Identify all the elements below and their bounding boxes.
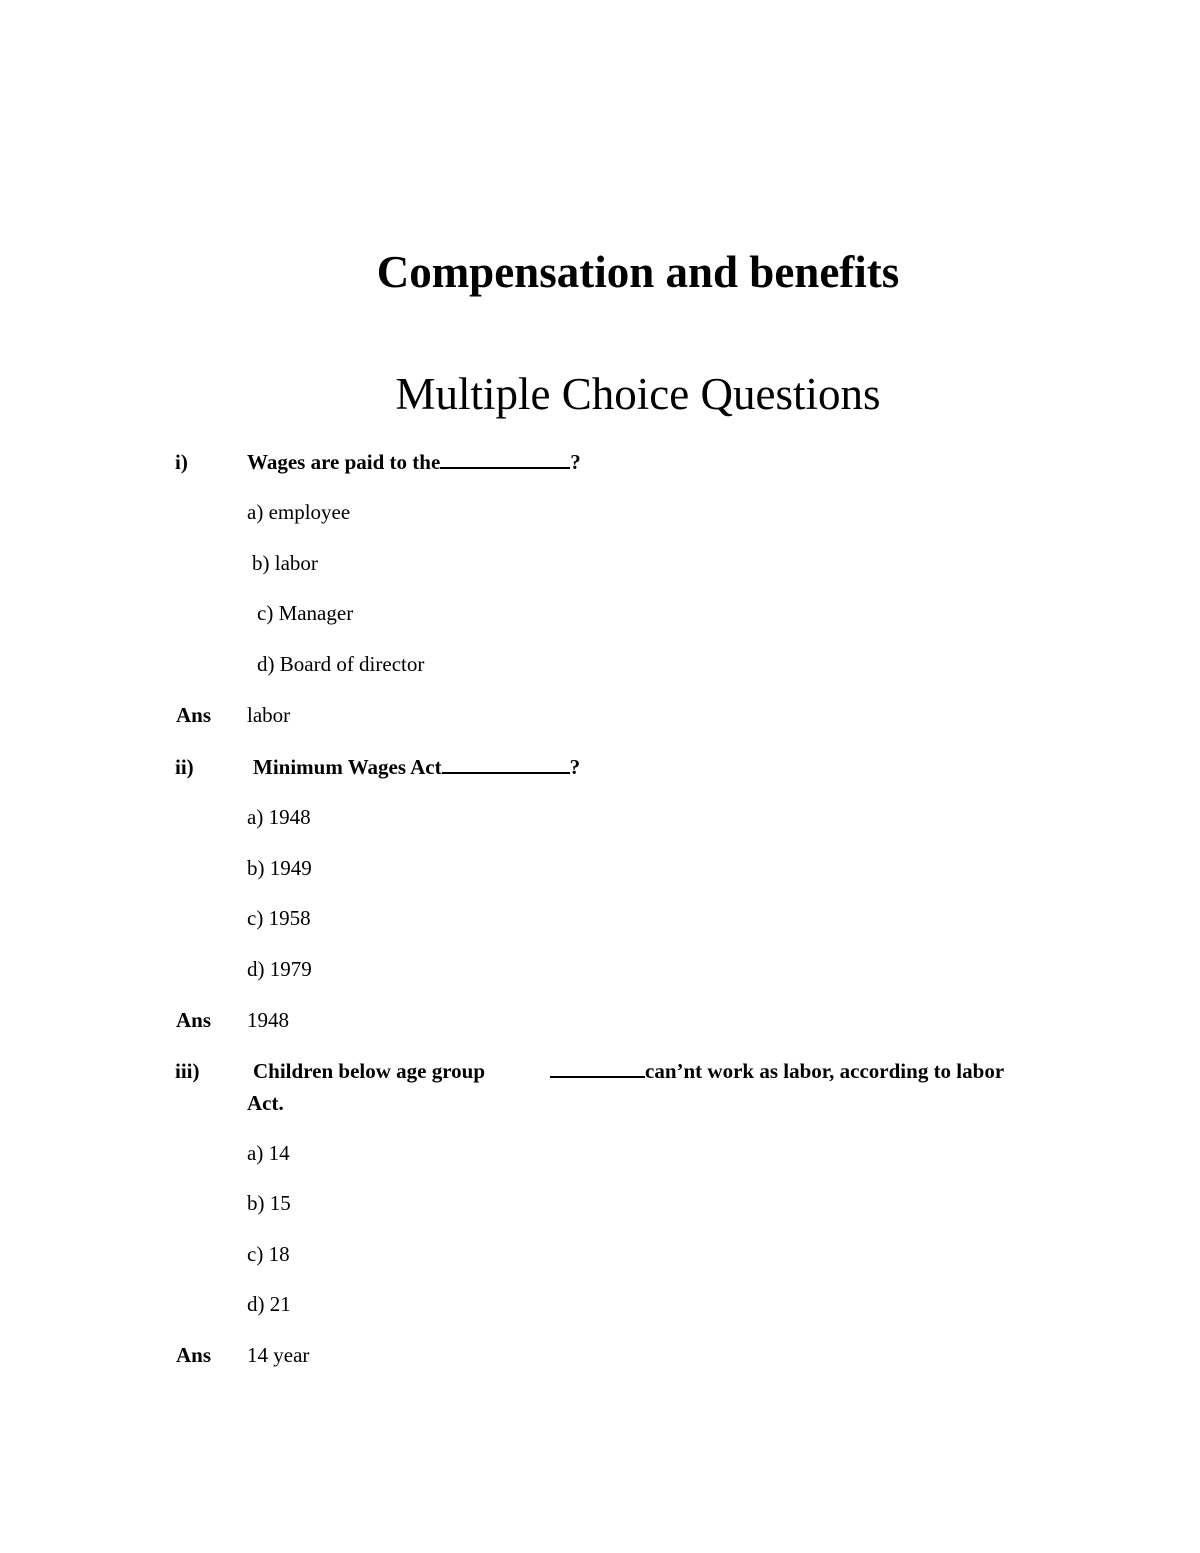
question-stem-text: Minimum Wages Act — [253, 755, 442, 779]
question-number: i) — [175, 450, 188, 474]
question-stem-end: ? — [570, 450, 581, 474]
document-title: Compensation and benefits — [376, 247, 900, 297]
question-number: ii) — [175, 755, 194, 779]
option-b: b) labor — [252, 551, 318, 575]
answer-blank — [550, 1058, 645, 1078]
answer-value: 1948 — [247, 1008, 289, 1032]
question-stem-end: ? — [569, 755, 581, 779]
answer-value: labor — [247, 703, 291, 727]
option-d: d) 1979 — [247, 957, 312, 981]
document-subtitle: Multiple Choice Questions — [395, 369, 881, 419]
answer-label: Ans — [176, 1343, 212, 1367]
question-stem — [247, 449, 581, 475]
question-stem — [550, 1058, 1004, 1084]
answer-value: 14 year — [247, 1343, 310, 1367]
answer-label: Ans — [176, 1008, 212, 1032]
option-d: d) Board of director — [257, 652, 425, 676]
option-c: c) 1958 — [247, 906, 311, 930]
question-number: iii) — [175, 1059, 200, 1083]
question-stem-after-blank: can’nt work as labor, according to labor — [645, 1059, 1005, 1083]
option-c: c) Manager — [257, 601, 354, 625]
option-a: a) employee — [247, 500, 351, 524]
option-d: d) 21 — [247, 1292, 291, 1316]
answer-blank — [440, 449, 570, 469]
answer-label: Ans — [176, 703, 212, 727]
question-stem — [253, 754, 580, 780]
answer-blank — [442, 754, 570, 774]
option-b: b) 1949 — [247, 856, 312, 880]
option-b: b) 15 — [247, 1191, 291, 1215]
option-c: c) 18 — [247, 1242, 290, 1266]
question-stem-text: Wages are paid to the — [247, 450, 441, 474]
question-stem-text: Children below age group — [253, 1059, 486, 1083]
question-stem-line2: Act. — [247, 1091, 284, 1115]
option-a: a) 14 — [247, 1141, 290, 1165]
option-a: a) 1948 — [247, 805, 311, 829]
